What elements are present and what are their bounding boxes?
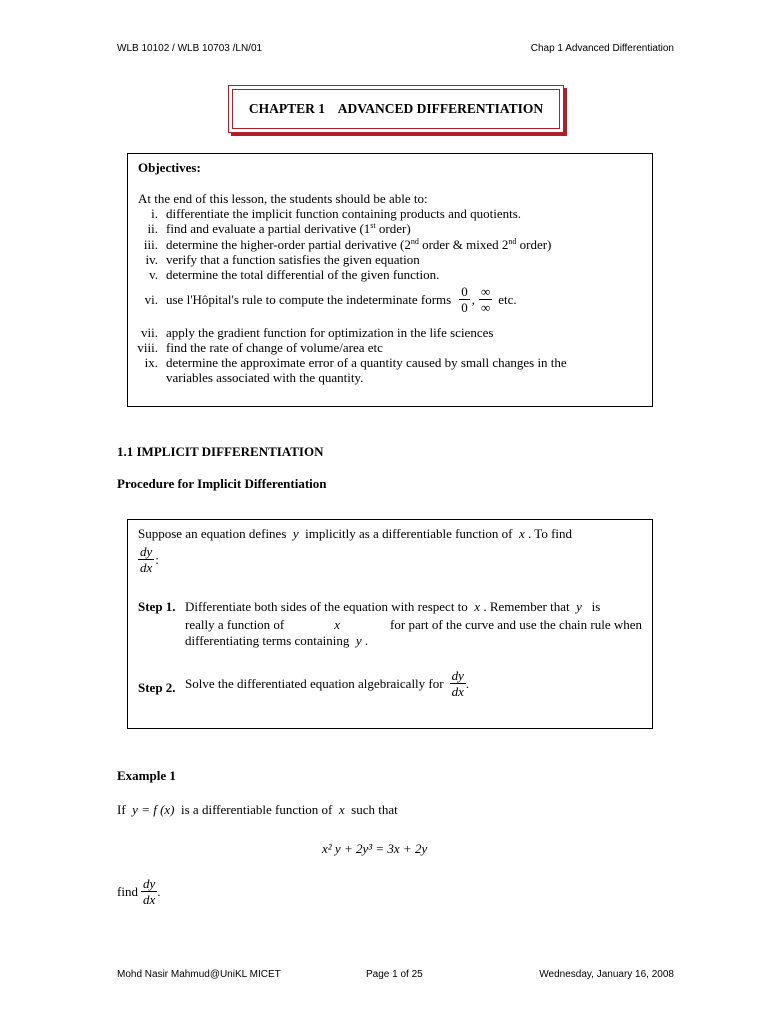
dy-dx-fraction: $\frac{dy}{dx}$ : [140,544,159,575]
footer-date: Wednesday, January 16, 2008 [539,969,674,980]
fraction-inf-over-inf: $\frac{\infty}{\infty}$ [480,284,491,315]
procedure-intro: Suppose an equation defines y implicitly as a differentiable function of x . To find [138,526,573,541]
objectives-heading: Objectives: [138,160,201,175]
list-item: v. determine the total differential of the given function. [149,267,440,282]
list-item: iv. verify that a function satisfies the given equation [145,252,420,267]
step1-line3: differentiating terms containing y . [185,633,369,648]
list-item-continuation: variables associated with the quantity. [166,370,364,385]
list-item: vi. use l'Hôpital's rule to compute the indeterminate forms $\frac{0}{0}$ , $\frac{\infty}{\infty}$ etc. [144,284,517,315]
fraction-zero-over-zero: $\frac{0}{0}$ [461,284,468,315]
objectives-intro: At the end of this lesson, the students should be able to: [138,191,428,206]
objectives-box [127,153,653,407]
list-item: viii. find the rate of change of volume/area etc [137,340,383,355]
example-statement: If y = f (x) is a differentiable function of x such that [117,802,398,817]
chapter-title-box [228,85,564,133]
footer-author: Mohd Nasir Mahmud@UniKL MICET [117,969,281,980]
procedure-box [127,519,653,729]
header-course-code: WLB 10102 / WLB 10703 /LN/01 [117,43,263,54]
step1-line2: really a function of x for part of the curve and use the chain rule when [185,617,642,632]
list-item: i. differentiate the implicit function containing products and quotients. [151,206,522,221]
step2-text: Solve the differentiated equation algebraically for $\frac{dy}{dx}$ . [185,668,470,699]
step2-label: Step 2. [138,680,176,695]
list-item: vii. apply the gradient function for optimization in the life sciences [141,325,494,340]
example-find: find $\frac{dy}{dx}$ . [117,876,161,907]
list-item: ii. find and evaluate a partial derivative (1st order) [147,221,411,236]
header-chapter: Chap 1 Advanced Differentiation [530,43,674,54]
example-equation: x² y + 2y³ = 3x + 2y [322,841,428,856]
subsection-heading: Procedure for Implicit Differentiation [117,476,327,491]
footer-page-number: Page 1 of 25 [366,969,423,980]
list-item: ix. determine the approximate error of a quantity caused by small changes in the [144,355,567,370]
section-heading: 1.1 IMPLICIT DIFFERENTIATION [117,444,324,459]
example-heading: Example 1 [117,768,176,783]
step1-label: Step 1. [138,599,176,614]
list-item: iii. determine the higher-order partial derivative (2nd order & mixed 2nd order) [143,237,552,252]
chapter-title: CHAPTER 1 ADVANCED DIFFERENTIATION [232,89,560,129]
step1-line1: Differentiate both sides of the equation with respect to x . Remember that y is [185,599,601,614]
